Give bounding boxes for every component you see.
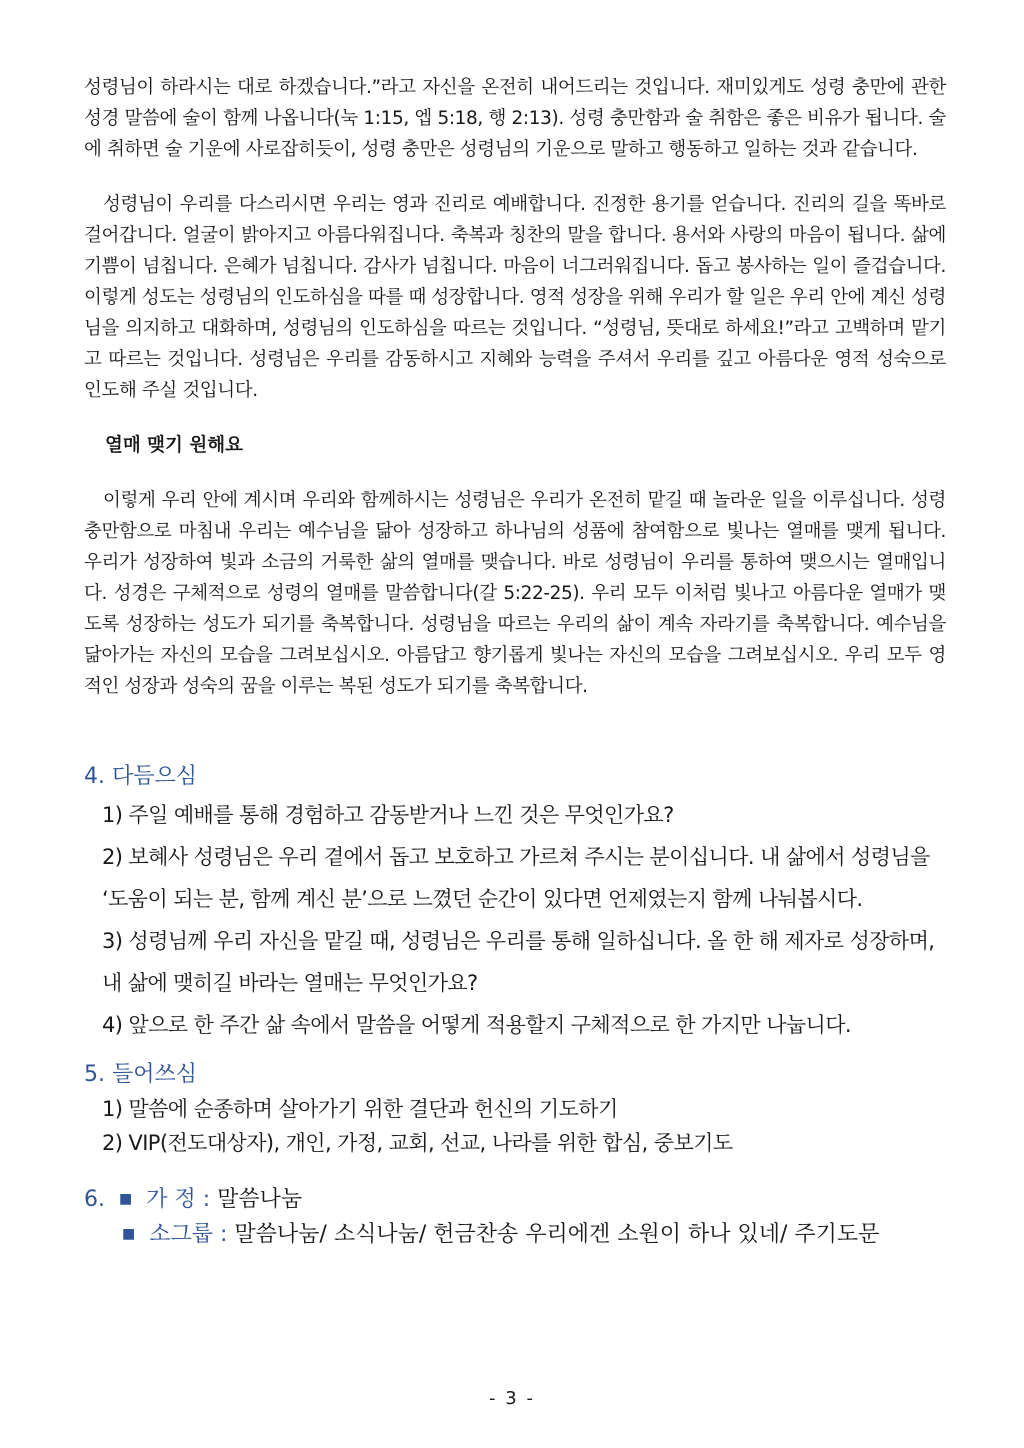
section-5-title: 5. 들어쓰심 — [84, 1062, 197, 1087]
family-value: 말씀나눔 — [217, 1187, 303, 1212]
question-3-line-2: 내 삶에 맺히길 바라는 열매는 무엇인가요? — [102, 971, 478, 995]
page-number: - 3 - — [489, 1388, 535, 1409]
section-4 — [84, 760, 946, 1046]
item-2: 2) VIP(전도대상자), 개인, 가정, 교회, 선교, 나라를 위한 합심, 중보기도 — [102, 1131, 733, 1155]
question-3-line-1: 3) 성령님께 우리 자신을 맡길 때, 성령님은 우리를 통해 일하십니다. 올 한 해 제자로 성장하며, — [102, 929, 935, 953]
square-bullet-icon: ■ — [119, 1191, 133, 1207]
square-bullet-icon: ■ — [122, 1226, 136, 1242]
group-value: 말씀나눔/ 소식나눔/ 헌금찬송 우리에겐 소원이 하나 있네/ 주기도문 — [234, 1222, 880, 1247]
item-1: 1) 말씀에 순종하며 살아가기 위한 결단과 헌신의 기도하기 — [102, 1097, 618, 1121]
question-2-line-2: ‘도움이 되는 분, 함께 계신 분’으로 느꼈던 순간이 있다면 언제였는지 함께 나눠봅시다. — [102, 887, 863, 911]
paragraph-2: 성령님이 우리를 다스리시면 우리는 영과 진리로 예배합니다. 진정한 용기를 얻습니다. 진리의 길을 똑바로 걸어갑니다. 얼굴이 밝아지고 아름다워집니다. 축복과 칭찬의 말을 합니다. 용서와 사랑의 마음이 됩니다. 삶에 기쁨이 넘칩니다. 은혜가 넘칩니다. 감사가 넘칩니다. 마음이 너그러워집니다. 돕고 봉사하는 일이 즐겁습니다. 이렇게 성도는 성령님의 인도하심을 따를 때 성장합니다. 영적 성장을 위해 우리가 할 일은 우리 안에 계신 성령님을 의지하고 대화하며, 성령님의 인도하심을 따르는 것입니다. “성령님, 뜻대로 하세요!”라고 고백하며 맡기고 따르는 것입니다. 성령님은 우리를 감동하시고 지혜와 능력을 주셔서 우리를 깊고 아름다운 영적 성숙으로 인도해 주실 것입니다. — [84, 194, 946, 401]
section-4-title: 4. 다듬으심 — [84, 764, 197, 789]
group-row — [84, 1217, 946, 1252]
section-6-number: 6. — [84, 1187, 105, 1212]
question-4: 4) 앞으로 한 주간 삶 속에서 말씀을 어떻게 적용할지 구체적으로 한 가지만 나눕니다. — [102, 1013, 851, 1037]
section-6 — [84, 1182, 946, 1252]
section-5 — [84, 1058, 946, 1160]
family-label: 가 정 : — [146, 1187, 211, 1212]
paragraph-1: 성령님이 하라시는 대로 하겠습니다.”라고 자신을 온전히 내어드리는 것입니다. 재미있게도 성령 충만에 관한 성경 말씀에 술이 함께 나옵니다(눅 1:15, 엡 5:18, 행 2:13). 성령 충만함과 술 취함은 좋은 비유가 됩니다. 술에 취하면 술 기운에 사로잡히듯이, 성령 충만은 성령님의 기운으로 말하고 행동하고 일하는 것과 같습니다. — [84, 77, 946, 160]
question-2-line-1: 2) 보혜사 성령님은 우리 곁에서 돕고 보호하고 가르쳐 주시는 분이십니다. 내 삶에서 성령님을 — [102, 845, 930, 869]
paragraph-3: 이렇게 우리 안에 계시며 우리와 함께하시는 성령님은 우리가 온전히 맡길 때 놀라운 일을 이루십니다. 성령 충만함으로 마침내 우리는 예수님을 닮아 성장하고 하나님의 성품에 참여함으로 빛나는 열매를 맺게 됩니다. 우리가 성장하여 빛과 소금의 거룩한 삶의 열매를 맺습니다. 바로 성령님이 우리를 통하여 맺으시는 열매입니다. 성경은 구체적으로 성령의 열매를 말씀합니다(갈 5:22-25). 우리 모두 이처럼 빛나고 아름다운 열매가 맺도록 성장하는 성도가 되기를 축복합니다. 성령님을 따르는 우리의 삶이 계속 자라기를 축복합니다. 예수님을 닮아가는 자신의 모습을 그려보십시오. 아름답고 향기롭게 빛나는 자신의 모습을 그려보십시오. 우리 모두 영적인 성장과 성숙의 꿈을 이루는 복된 성도가 되기를 축복합니다. — [84, 490, 946, 697]
subheading-fruit: 열매 맺기 원해요 — [105, 435, 243, 456]
group-label: 소그룹 : — [149, 1222, 228, 1247]
document-page — [84, 72, 946, 1252]
question-1: 1) 주일 예배를 통해 경험하고 감동받거나 느낀 것은 무엇인가요? — [102, 803, 674, 827]
family-row — [84, 1182, 946, 1217]
